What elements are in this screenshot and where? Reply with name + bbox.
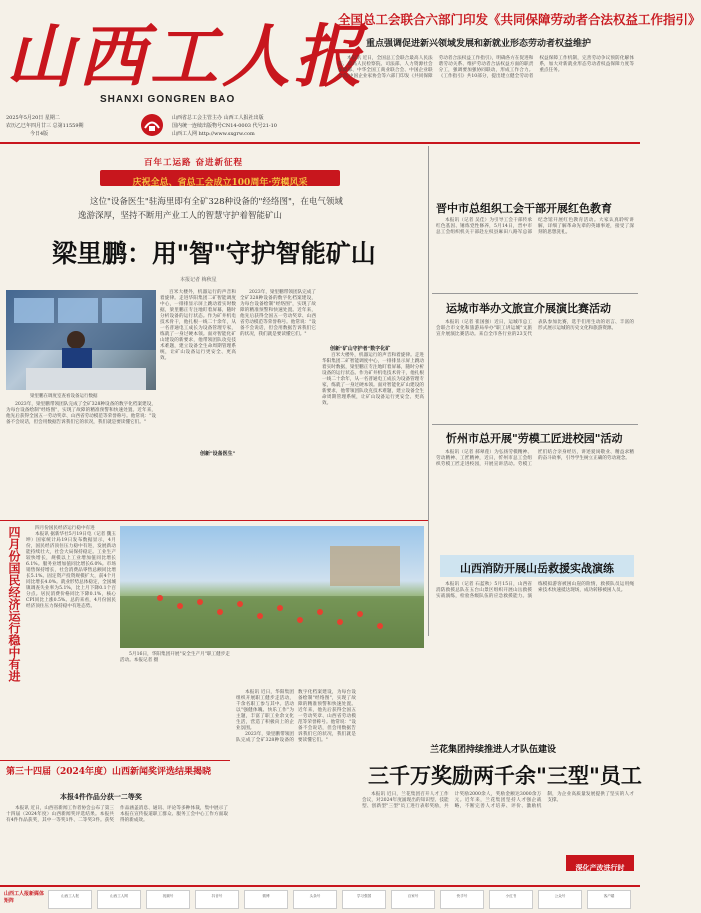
footer-item[interactable]: 山西工人网 [97,890,141,909]
bottom-left-body: 本报讯 近日，山西省新闻工作者协会公布了第三十四届（2024年度）山西新闻奖评选结果。本报共有4件作品获奖，其中一等奖1件、二等奖3件。获奖作品涵盖消息、通讯、评论等多种体裁，集中展示了本报在宣传报道职工群众、服务工会中心工作方面取得的新成效。 [6,806,228,823]
footer-brand: 山西工人报新媒体矩阵 [4,891,45,904]
bottom-right-body: 本报讯 近日，兰花集团召开人才工作会议，对2024年度涌现出的知识型、技能型、创新型"三型"员工进行表彰奖励，共计奖励2000余人，奖励金额达3000余万元。近年来，兰花集团坚持人才强企战略，不断完善人才培养、评价、激励机制，为企业高质量发展提供了坚实的人才支撑。 [362,792,634,809]
banner-series: 百年工运路 奋进新征程 [144,158,243,168]
sponsor-line: 山西省总工会主管主办 山西工人报社出版 [172,115,264,121]
feature-body-col4: 2023年，梁里鹏带领团队完成了全矿328种设备的数字化档案建设，为每台设备绘制"经络图"，实现了故障的精准预警和快速处置。近年来，他先后获得全国五一劳动奖章、山西省劳动模范等荣誉称号。他常说："设备不会说话，但会用数据告诉我们它的状况，我们就是要读懂它们。" [6,402,156,425]
left-article-title: 四月份国民经济运行稳中有进 [7,526,21,682]
footer-item[interactable]: 抖音号 [195,890,239,909]
feature-byline: 本报记者 梅秋星 [180,277,217,283]
feature-photo [6,290,156,390]
footer-item[interactable]: 百家号 [391,890,435,909]
right-article-4-title: 山西消防开展山岳救援实战演练 [460,562,614,575]
footer-matrix [48,890,636,910]
footer-item[interactable]: 学习强国 [342,890,386,909]
event-photo-caption: 5月16日，华阳集团开展"安全生产月"职工健步走活动。本报记者 摄 [120,652,230,663]
footer-item[interactable]: 山西工人报 [48,890,92,909]
footer-item[interactable]: 视频号 [146,890,190,909]
bottom-left-title: 第三十四届（2024年度）山西新闻奖评选结果揭晓 [6,767,212,777]
feature-side-title: 创新"设备医生" [200,451,236,457]
right-article-3-body: 本报讯（记者 郝翠莲）为弘扬劳模精神、劳动精神、工匠精神，近日，忻州市总工会组织劳模工匠走进校园，开展宣讲活动。劳模工匠们结合亲身经历，讲述爱岗敬业、精益求精的奋斗故事，引导学生树立正确的劳动观念。 [436,450,634,467]
feature-title: 梁里鹏：用"智"守护智能矿山 [52,240,376,268]
footer-item[interactable]: 头条号 [293,890,337,909]
right-article-2-body: 本报讯（记者 崔国强）近日，运城市总工会联合市文化和旅游局举办"职工讲运城"文旅宣介展演比赛活动。来自全市各行业的23支代表队参加比赛，选手们用生动的语言、丰富的形式展示运城的历史文化和旅游资源。 [436,320,634,337]
feature-body-col2: 2023年，梁里鹏带领团队完成了全矿328种设备的数字化档案建设，为每台设备绘制"经络图"，实现了故障的精准预警和快速处置。近年来，他先后获得全国五一劳动奖章、山西省劳动模范等荣誉称号。他常说："设备不会说话，但会用数据告诉我们它的状况，我们就是要读懂它们。" [240,290,316,337]
right-article-1-body: 本报讯（记者 吴佳）为引导工会干部传承红色基因、锤炼党性修养，5月14日，晋中市总工会组织机关干部赴左权县麻田八路军总部纪念馆开展红色教育活动。大家认真聆听讲解，详细了解革命先辈的英雄事迹，接受了深刻的思想洗礼。 [436,218,634,235]
issue-pages: 今日4版 [30,131,49,137]
footer-item[interactable]: 小红书 [489,890,533,909]
banner-caption: 庆祝全总、省总工会成立100周年·劳模风采 [132,178,308,188]
footer-item[interactable]: 微博 [244,890,288,909]
feature-col-title: 创新"矿山守护者"数字化矿 [330,346,391,352]
footer-item[interactable]: 客户端 [587,890,631,909]
bottom-middle-body: 本报讯 近日，华阳集团组织开展职工健步走活动，千余名职工参与其中。活动以"强健体魄、快乐工作"为主题，丰富了职工业余文化生活，营造了积极向上的企业氛围。 2023年，梁里鹏带领团队完成了全矿328种设备的数字化档案建设，为每台设备绘制"经络图"，实现了故障的精准预警和快速处置。近年来，他先后获得全国五一劳动奖章、山西省劳动模范等荣誉称号。他常说："设备不会说话，但会用数据告诉我们它的状况，我们就是要读懂它们。" [236,690,356,743]
feature-body-col3: 百米大楼外，机器运行的声音和着旋律。走进华阳集团二矿智能调度中心，一排排显示屏上跳动着实时数据，梁里鹏正专注地盯着屏幕，随时分析设备的运行状态。作为矿井机电技术骨干，他扎根一线二十余年，从一名普通电工成长为设备管理专家，练就了一身过硬本领。面对智能化矿山建设的新要求，他带领团队攻克技术难题，建立设备全生命周期管理系统，让矿山设备运行更安全、更高效。 [322,353,424,406]
right-article-2-title: 运城市举办文旅宣介展演比赛活动 [446,302,611,315]
right-article-1-title: 晋中市总组织工会干部开展红色教育 [436,202,612,215]
bottom-right-kicker: 兰花集团持续推进人才队伍建设 [430,745,557,755]
masthead-title: 山西工人报 [6,17,367,97]
footer-item[interactable]: 快手号 [440,890,484,909]
top-article-subtitle: 重点强调促进新兴领域发展和新就业形态劳动者权益维护 [366,39,592,49]
feature-deck-1: 这位"设备医生"驻海里即有全矿328种设备的"经络图"，在电气领域 [90,197,343,207]
reform-tag [566,855,634,871]
issue-lunar: 农历乙巳年四月廿三 总第11559期 [6,123,84,129]
event-photo [120,526,424,648]
footer-item[interactable]: 公众号 [538,890,582,909]
left-article-body: 四月份国民经济运行稳中有进 本报讯 据新华社5月19日电（记者 魏玉坤）国家统计局19日发布数据显示，4月份，国民经济顶住压力稳中有进，发展新动能持续壮大，社会大局保持稳定。工业生产较快增长，规模以上工业增加值同比增长6.1%。服务业增加值同比增长6.0%。市场销售保持增长，社会消费品零售总额同比增长5.1%。固定资产投资规模扩大，前4个月同比增长4.0%。就业形势总体稳定，全国城镇调查失业率为5.1%，比上月下降0.1个百分点。居民消费价格同比下降0.1%，核心CPI同比上涨0.5%。总的来看，4月份国民经济顶住压力保持稳中有进态势。 [26,526,116,609]
cn-code: 国内统一连续出版物号CN14-0003 代号21-10 [172,123,277,129]
top-article-body: 本报讯 近日，全国总工会联合最高人民法院、最高人民检察院、司法部、人力资源社会保障部、中华全国工商业联合会、中国企业联合会/中国企业家协会等六部门印发《共同保障劳动者合法权益工作指引》，明确各方在促进和谐劳动关系、维护劳动者合法权益方面的职责分工，强调要加强协同联动，形成工作合力。《工作指引》共10部分，提出建立健全劳动者权益保障工作机制，完善劳动争议预防化解体系，加大对新就业形态劳动者权益保障力度等重点任务。 [338,56,634,79]
bottom-right-title: 三千万奖励两千余"三型"员工 [368,763,642,788]
bottom-left-subtitle: 本报4件作品分获一二等奖 [60,792,142,801]
issue-date: 2025年5月20日 星期二 [6,115,60,121]
reform-tag-label: 深化产改进行时 [575,863,625,872]
logo-badge [140,113,164,137]
masthead-pinyin: SHANXI GONGREN BAO [100,94,236,105]
feature-banner [100,170,340,186]
right-article-3-title: 忻州市总开展"劳模工匠进校园"活动 [446,432,623,445]
feature-photo-caption: 梁里鹏在调度室查看设备运行数据 [30,394,98,399]
top-article-title: 全国总工会联合六部门印发《共同保障劳动者合法权益工作指引》 [338,12,701,27]
website: 山西工人网 http://www.sxgrw.com [172,131,255,137]
feature-deck-2: 逸游深厚，坚持不断用产业工人的智慧守护着智能矿山 [78,211,283,221]
feature-body: 百米大楼外，机器运行的声音和着旋律。走进华阳集团二矿智能调度中心，一排排显示屏上跳动着实时数据，梁里鹏正专注地盯着屏幕，随时分析设备的运行状态。作为矿井机电技术骨干，他扎根一线二十余年，从一名普通电工成长为设备管理专家，练就了一身过硬本领。面对智能化矿山建设的新要求，他带领团队攻克技术难题，建立设备全生命周期管理系统，让矿山设备运行更安全、更高效。 [160,290,236,361]
right-article-4-body: 本报讯（记者 石蓝秋）5月15日，山西省消防救援总队在五台山景区组织开展山岳救援实战演练，检验各级队伍的应急救援能力。演练模拟游客被困山崖的险情，救援队员运用绳索技术快速抵达现场，成功转移被困人员。 [436,582,634,599]
